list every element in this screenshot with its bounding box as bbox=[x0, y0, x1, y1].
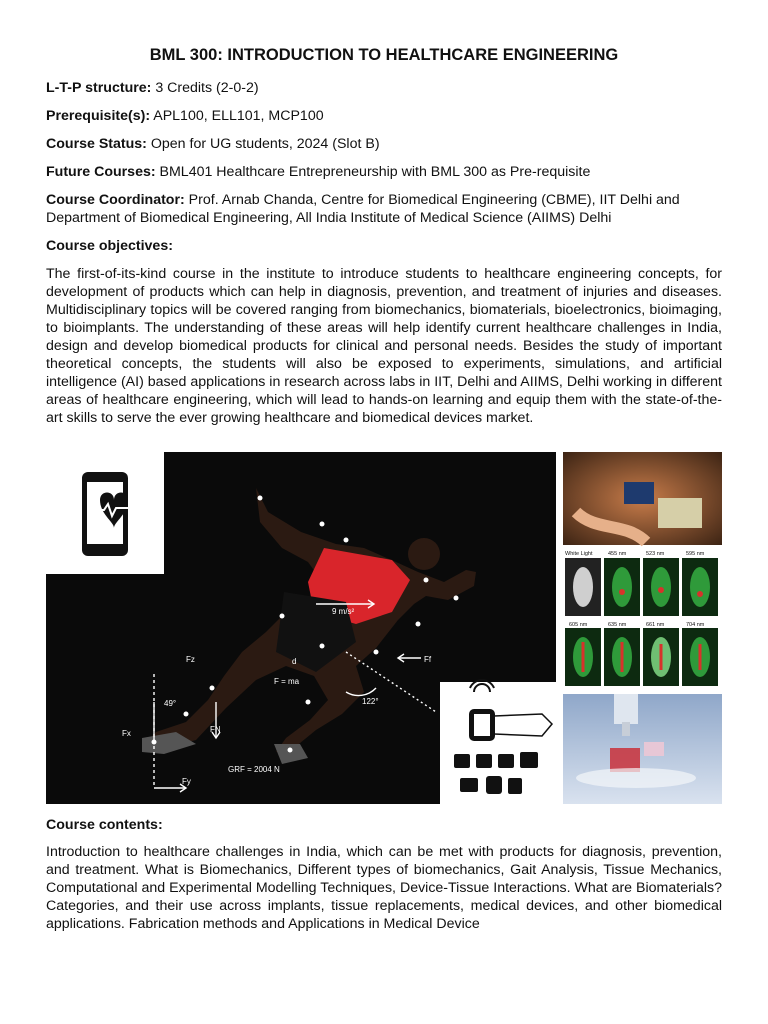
angle1-label: 49° bbox=[164, 699, 177, 708]
grf-label: GRF = 2004 N bbox=[228, 765, 280, 774]
prereq-value: APL100, ELL101, MCP100 bbox=[150, 108, 324, 124]
ff-label: Ff bbox=[424, 655, 432, 664]
future-courses bbox=[46, 163, 722, 181]
img-label-7: 704 nm bbox=[686, 622, 705, 628]
ltp-structure bbox=[46, 79, 722, 97]
fx-label: Fx bbox=[122, 729, 131, 738]
contents-paragraph: Introduction to healthcare challenges in India, which can be met with products for diagnosis, prevention, and treatment. What is Biomechanics, Different types of biomechanics, Gait Analysis, Tissue Mechanics, Computational and Experimental Modelling Techniques, Device-Tissue Interactions. What are Biomaterials? Categories, and their use across implants, tissue replacements, medical devices, and other biomedical applications. Fabrication methods and Applications in Medical Device bbox=[46, 844, 722, 932]
fma-label: F = ma bbox=[274, 677, 300, 686]
img-label-4: 605 nm bbox=[569, 622, 588, 628]
future-label: Future Courses: bbox=[46, 164, 156, 180]
fz-label: Fz bbox=[186, 655, 195, 664]
coordinator-value: Prof. Arnab Chanda, Centre for Biomedical Engineering (CBME), IIT Delhi and Department of Biomedical Engineering, All India Institute of Medical Science (AIIMS) Delhi bbox=[46, 192, 680, 226]
fn-label: FN bbox=[210, 725, 221, 734]
d-label: d bbox=[292, 657, 297, 666]
course-coordinator bbox=[46, 191, 722, 227]
status-value: Open for UG students, 2024 (Slot B) bbox=[146, 136, 380, 152]
prerequisites bbox=[46, 107, 722, 125]
objectives-heading-text: Course objectives: bbox=[46, 238, 173, 254]
coordinator-label: Course Coordinator: bbox=[46, 192, 185, 208]
img-label-3: 595 nm bbox=[686, 551, 705, 557]
ltp-value: 3 Credits (2-0-2) bbox=[151, 80, 259, 96]
contents-heading-text: Course contents: bbox=[46, 817, 163, 833]
img-label-0: White Light bbox=[565, 551, 593, 557]
img-label-2: 523 nm bbox=[646, 551, 665, 557]
objectives-heading bbox=[46, 237, 722, 255]
course-status bbox=[46, 135, 722, 153]
course-illustration bbox=[46, 452, 722, 804]
fy-label: Fy bbox=[182, 777, 191, 786]
heart-phone-icon bbox=[82, 472, 130, 556]
img-label-6: 661 nm bbox=[646, 622, 665, 628]
status-label: Course Status: bbox=[46, 136, 147, 152]
img-label-5: 635 nm bbox=[608, 622, 627, 628]
img-label-1: 455 nm bbox=[608, 551, 627, 557]
document-title: BML 300: INTRODUCTION TO HEALTHCARE ENGINEERING bbox=[149, 46, 619, 64]
accel-label: 9 m/s² bbox=[332, 607, 355, 616]
future-value: BML401 Healthcare Entrepreneurship with BML 300 as Pre-requisite bbox=[155, 164, 591, 180]
objectives-paragraph: The first-of-its-kind course in the institute to introduce students to healthcare engineering concepts, for development of products which can help in diagnosis, prevention, and treatment of injuries and diseases. Multidisciplinary topics will be covered ranging from biomechanics, biomaterials, bioelectronics, bioimaging, to bioimplants. The understanding of these areas will help identify current healthcare challenges in India, design and develop biomedical products for clinical and personal needs. Besides the study of important theoretical concepts, the students will also be exposed to experiments, simulations, and artificial intelligence (AI) based applications in research across labs in IIT, Delhi and AIIMS, Delhi working in different areas of healthcare engineering, which will lead to hands-on learning and equip them with the state-of-the-art skills to serve the ever growing healthcare and biomedical devices market. bbox=[46, 266, 722, 426]
angle2-label: 122° bbox=[362, 697, 379, 706]
contents-heading bbox=[46, 816, 722, 834]
prereq-label: Prerequisite(s): bbox=[46, 108, 151, 124]
ltp-label: L-T-P structure: bbox=[46, 80, 152, 96]
